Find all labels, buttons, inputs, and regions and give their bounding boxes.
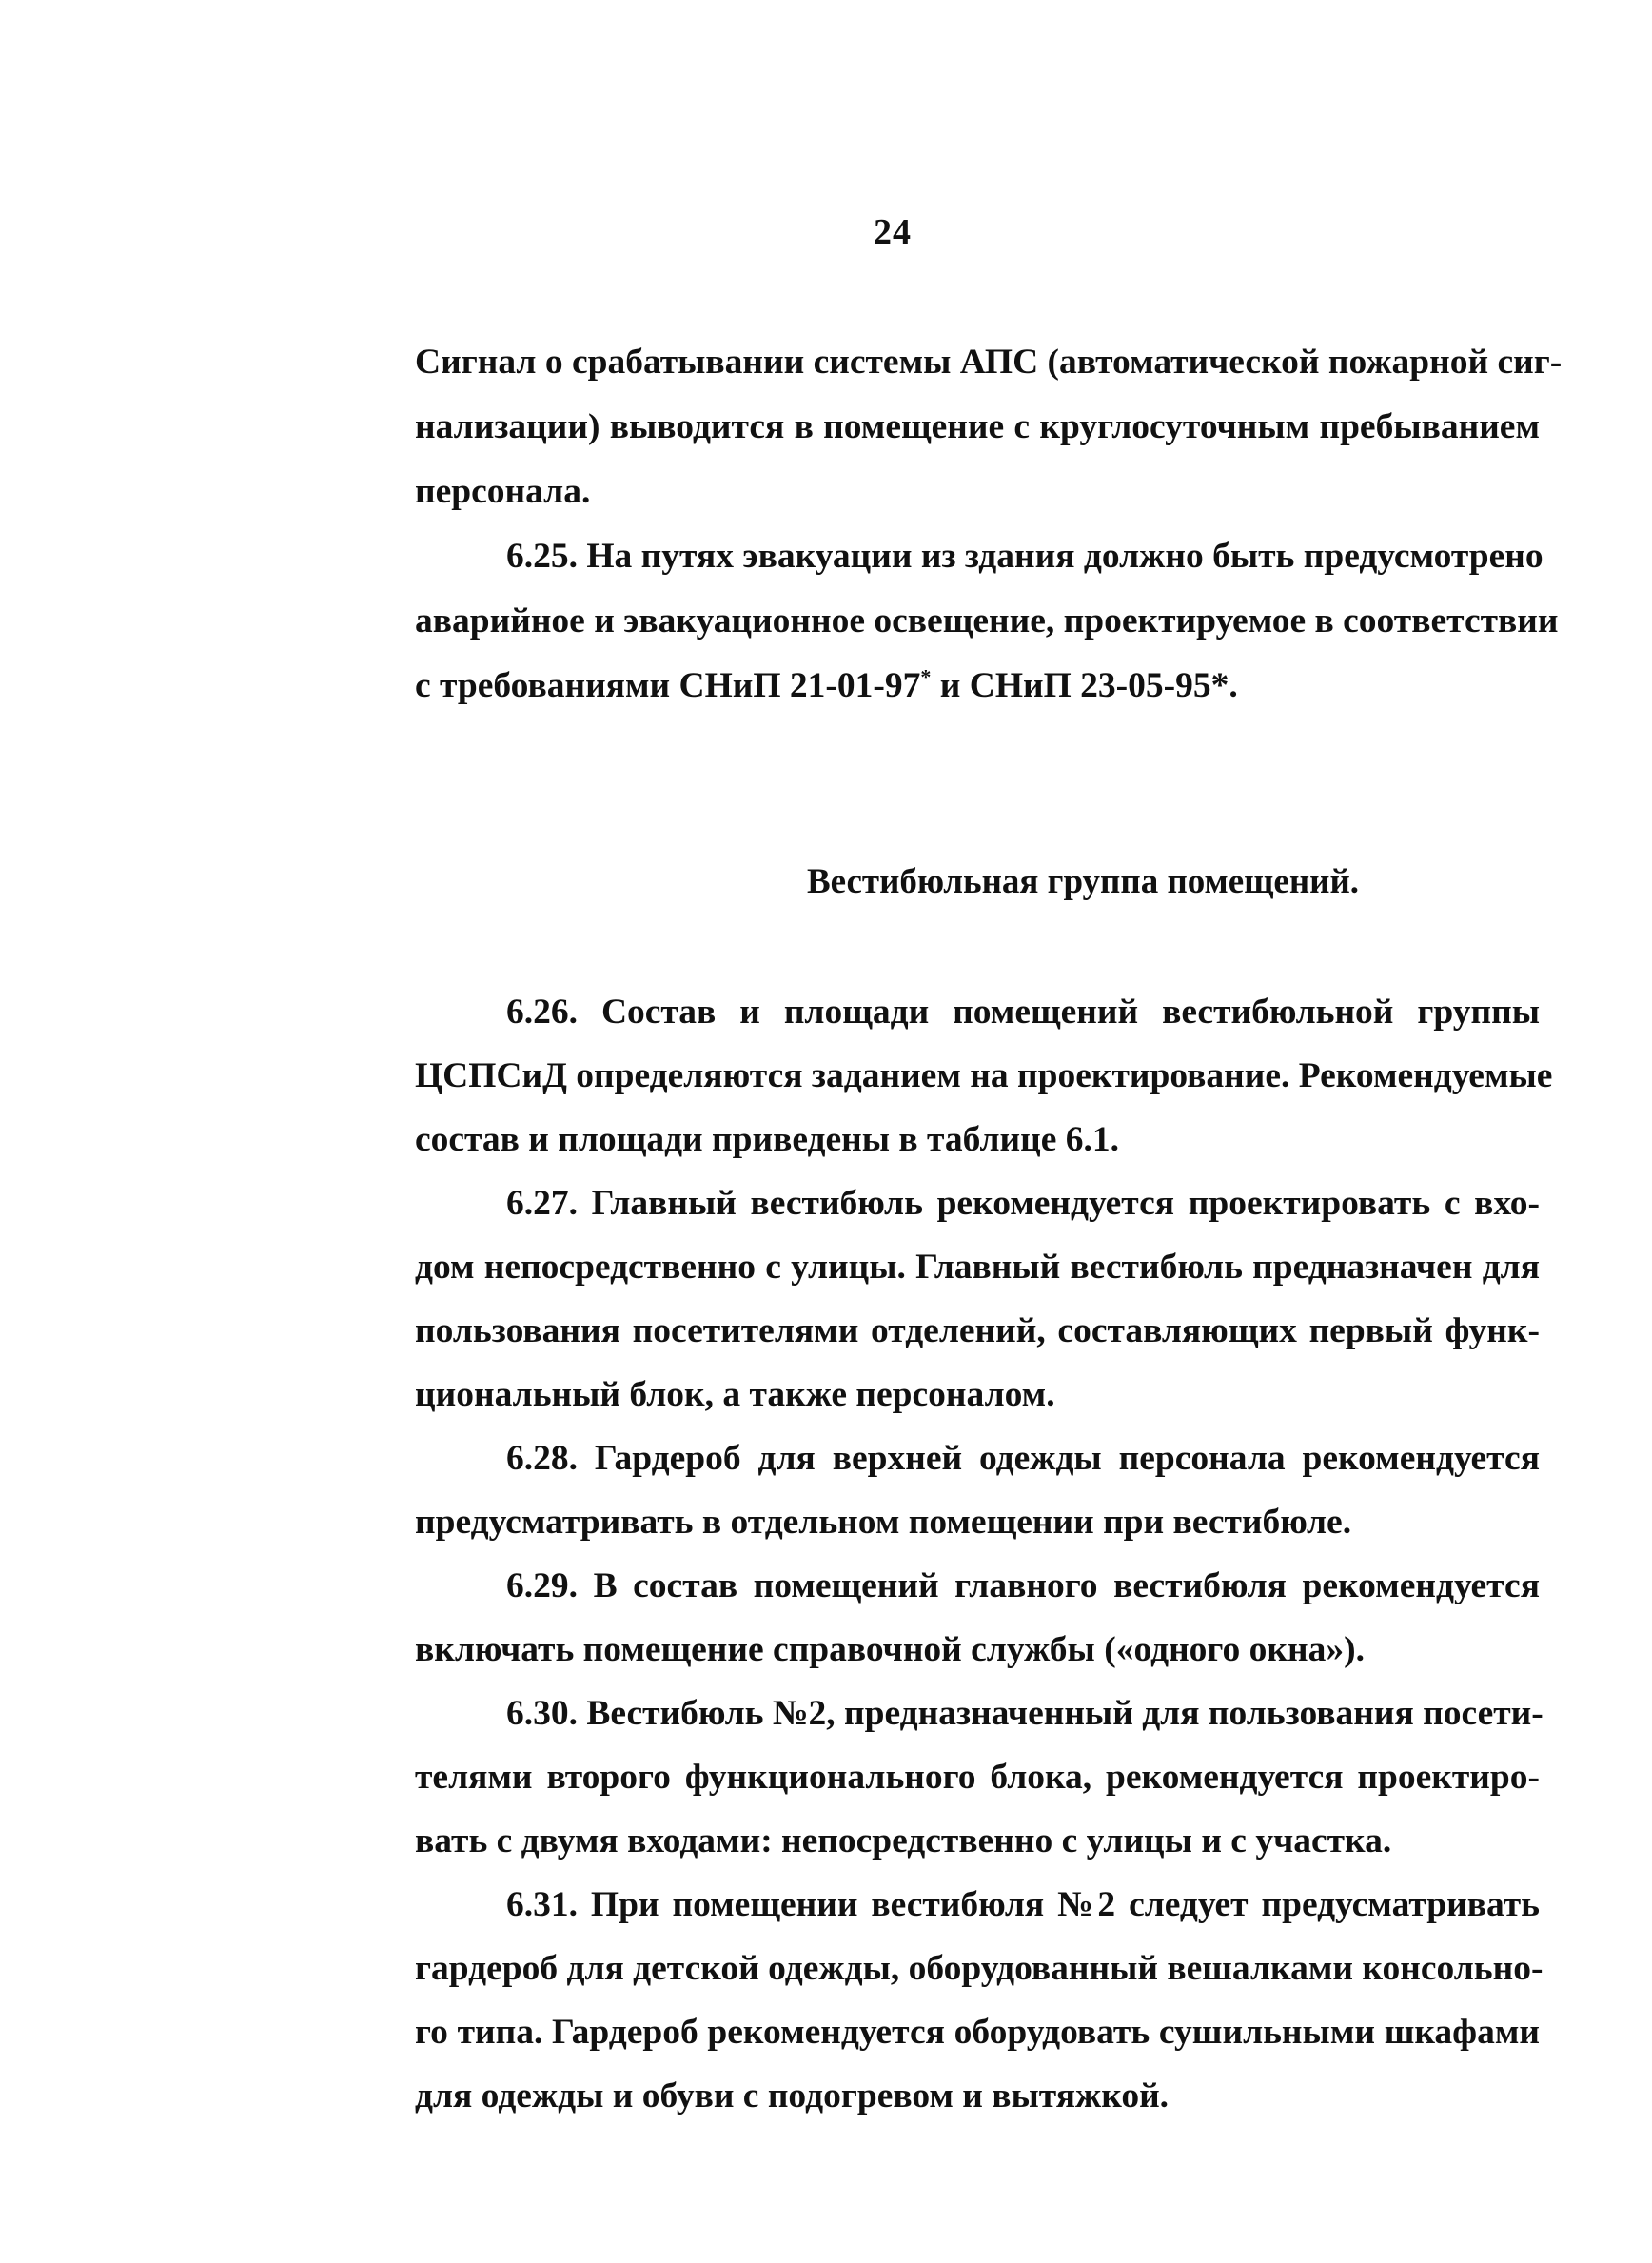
text-line: для одежды и обуви с подогревом и вытяжкой. (415, 2076, 1170, 2115)
text-line: нализации) выводится в помещение с круглосуточным пребыванием (415, 407, 1540, 446)
text-line: вать с двумя входами: непосредственно с улицы и с участка. (415, 1821, 1392, 1860)
text-line: пользования посетителями отделений, составляющих первый функ- (415, 1311, 1540, 1350)
text-line: состав и площади приведены в таблице 6.1. (415, 1120, 1119, 1159)
text-fragment: с требованиями СНиП 21-01-97 (415, 666, 921, 705)
text-line: аварийное и эвакуационное освещение, проектируемое в соответствии (415, 601, 1559, 640)
paragraph-6-25-line: 6.25. На путях эвакуации из здания должно быть предусмотрено (506, 537, 1544, 576)
paragraph-6-28-line: 6.28. Гардероб для верхней одежды персонала рекомендуется (506, 1439, 1540, 1478)
text-line: телями второго функционального блока, рекомендуется проектиро- (415, 1758, 1540, 1797)
footnote-mark: * (920, 664, 932, 689)
paragraph-6-31-line: 6.31. При помещении вестибюля №2 следует предусматривать (506, 1885, 1540, 1924)
paragraph-6-29-line: 6.29. В состав помещений главного вестибюля рекомендуется (506, 1566, 1540, 1605)
text-fragment: и СНиП 23-05-95*. (931, 666, 1238, 705)
text-line: включать помещение справочной службы («одного окна»). (415, 1630, 1365, 1669)
text-line: дом непосредственно с улицы. Главный вестибюль предназначен для (415, 1248, 1540, 1287)
text-line: персонала. (415, 472, 591, 511)
text-line (415, 664, 1540, 705)
text-line: ЦСПСиД определяются заданием на проектирование. Рекомендуемые (415, 1056, 1553, 1095)
text-line: предусматривать в отдельном помещении при вестибюле. (415, 1503, 1352, 1542)
paragraph-6-30-line: 6.30. Вестибюль №2, предназначенный для пользования посети- (506, 1694, 1544, 1733)
section-heading: Вестибюльная группа помещений. (806, 862, 1360, 901)
paragraph-6-26-line: 6.26. Состав и площади помещений вестибюльной группы (506, 993, 1540, 1032)
text-line: Сигнал о срабатывании системы АПС (автоматической пожарной сиг- (415, 343, 1563, 382)
paragraph-6-27-line: 6.27. Главный вестибюль рекомендуется проектировать с вхо- (506, 1184, 1540, 1223)
page-number: 24 (874, 212, 912, 252)
text-line: го типа. Гардероб рекомендуется оборудовать сушильными шкафами (415, 2013, 1540, 2052)
text-line: циональный блок, а также персоналом. (415, 1375, 1055, 1414)
text-line: гардероб для детской одежды, оборудованный вешалками консольно- (415, 1949, 1544, 1988)
